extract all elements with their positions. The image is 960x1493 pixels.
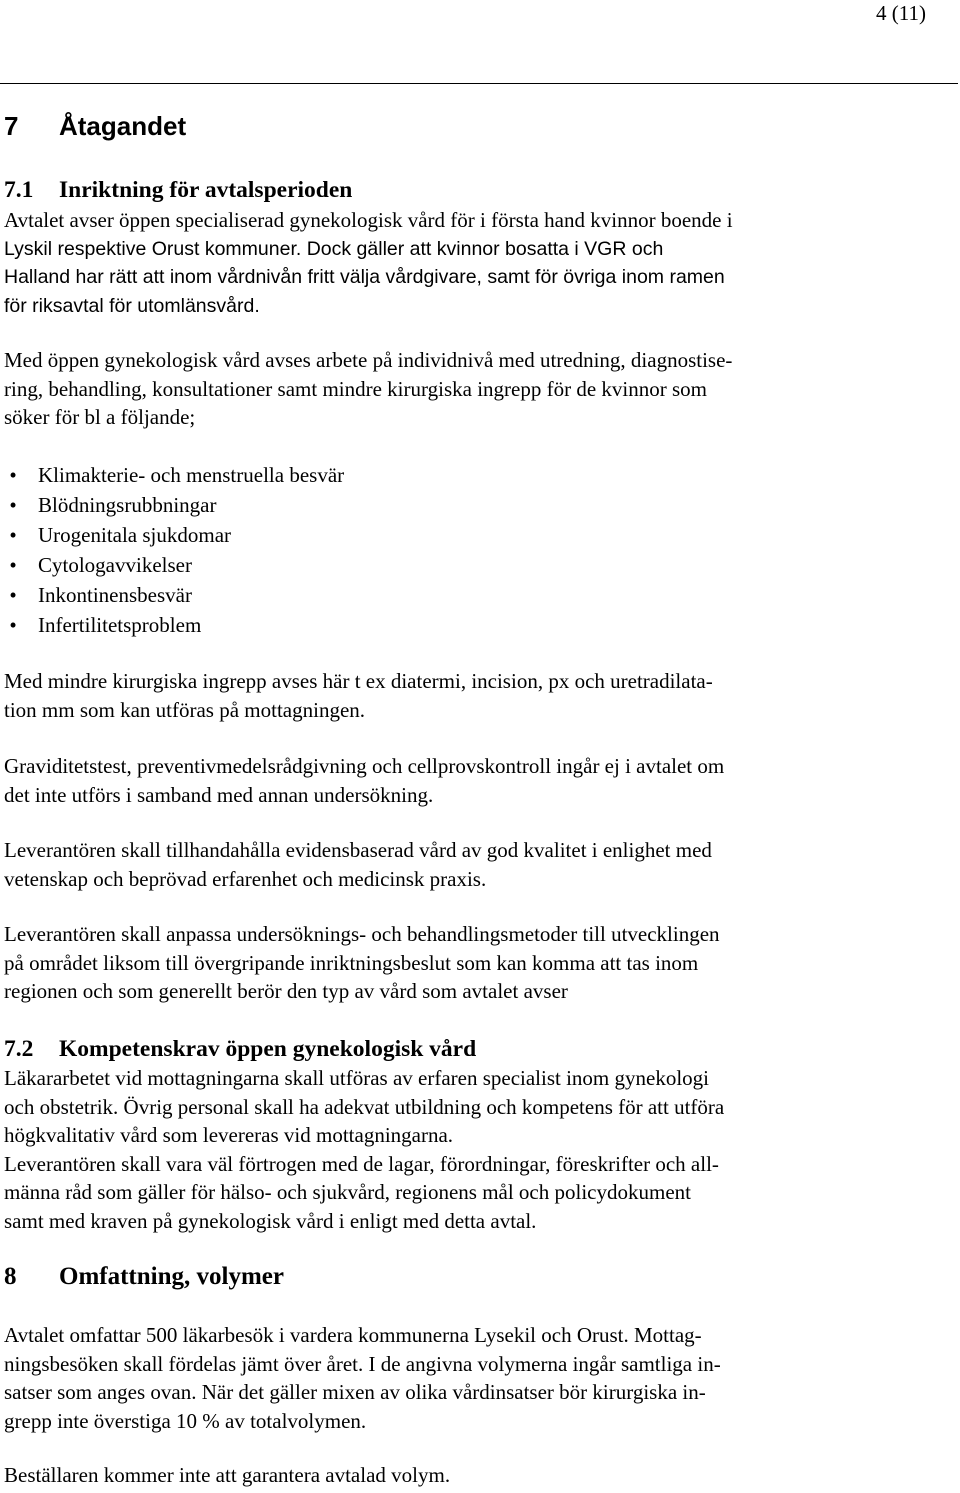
list-item: • Infertilitetsproblem (4, 610, 344, 640)
text-line: Leverantören skall vara väl förtrogen med de lagar, förordningar, föreskrifter och all- (4, 1151, 719, 1176)
paragraph-scope (4, 206, 904, 320)
text-line: Beställaren kommer inte att garantera avtalad volym. (4, 1463, 451, 1487)
section-number: 7.1 (4, 177, 34, 203)
paragraph-definition (4, 346, 904, 432)
bullet-icon: • (9, 493, 17, 517)
text-line: Avtalet omfattar 500 läkarbesök i vardera kommunerna Lysekil och Orust. Mottag- (4, 1323, 702, 1347)
text-line: på området liksom till övergripande inriktningsbeslut som kan komma att tas inom (4, 950, 699, 975)
section-title: Åtagandet (59, 111, 187, 141)
text-line: Läkararbetet vid mottagningarna skall utföras av erfaren specialist inom gynekologi (4, 1066, 710, 1090)
text-line: Leverantören skall anpassa undersöknings- och behandlingsmetoder till utvecklingen (4, 922, 720, 946)
list-item: • Blödningsrubbningar (4, 490, 344, 520)
text-line: vetenskap och beprövad erfarenhet och medicinsk praxis. (4, 866, 487, 891)
section-7-1-heading (4, 176, 352, 204)
text-line: Graviditetstest, preventivmedelsrådgivning och cellprovskontroll ingår ej i avtalet om (4, 754, 725, 778)
list-item: • Urogenitala sjukdomar (4, 520, 344, 550)
text-line: satser som anges ovan. När det gäller mixen av olika vårdinsatser bör kirurgiska in- (4, 1380, 706, 1404)
text-line: Med öppen gynekologisk vård avses arbete på individnivå med utredning, diagnostise- (4, 348, 733, 372)
text-line: Leverantören skall tillhandahålla evidensbaserad vård av god kvalitet i enlighet med (4, 838, 712, 862)
bullet-icon: • (9, 463, 17, 487)
paragraph-quality (4, 836, 904, 893)
paragraph-guarantee (4, 1461, 904, 1490)
header-divider (0, 83, 958, 84)
text-line: Med mindre kirurgiska ingrepp avses här t ex diatermi, incision, px och uretradilata- (4, 669, 713, 693)
list-item: • Klimakterie- och menstruella besvär (4, 460, 344, 490)
section-number: 7.2 (4, 1036, 34, 1062)
paragraph-exclusions (4, 752, 904, 809)
text-line: Lyskil respektive Orust kommuner. Dock gäller att kvinnor bosatta i VGR och (4, 237, 664, 260)
section-8-heading (4, 1262, 284, 1292)
text-line: söker för bl a följande; (4, 405, 196, 429)
text-line: tion mm som kan utföras på mottagningen. (4, 697, 366, 722)
section-number: 8 (4, 1263, 17, 1290)
section-number: 7 (4, 111, 19, 141)
text-line: ningsbesöken skall fördelas jämt över året. I de angivna volymerna ingår samtliga in- (4, 1351, 721, 1376)
section-title: Inriktning för avtalsperioden (59, 177, 353, 203)
text-line: samt med kraven på gynekologisk vård i enligt med detta avtal. (4, 1208, 537, 1233)
text-line: Avtalet avser öppen specialiserad gynekologisk vård för i första hand kvinnor boende i (4, 208, 733, 232)
text-line: grepp inte överstiga 10 % av totalvolymen. (4, 1408, 367, 1433)
text-line: och obstetrik. Övrig personal skall ha adekvat utbildning och kompetens för att utföra (4, 1094, 725, 1119)
text-line: ring, behandling, konsultationer samt mindre kirurgiska ingrepp för de kvinnor som (4, 376, 707, 401)
section-title: Kompetenskrav öppen gynekologisk vård (59, 1036, 477, 1062)
conditions-list (4, 460, 344, 640)
bullet-icon: • (9, 553, 17, 577)
paragraph-minor-surgery (4, 667, 904, 724)
text-line: det inte utförs i samband med annan undersökning. (4, 782, 434, 807)
paragraph-adaptation (4, 920, 904, 1006)
text-line: regionen och som generellt berör den typ av vård som avtalet avser (4, 979, 568, 1003)
bullet-icon: • (9, 613, 17, 637)
section-title: Omfattning, volymer (59, 1263, 284, 1290)
paragraph-competence (4, 1064, 904, 1235)
paragraph-volume (4, 1321, 904, 1435)
page-number: 4 (11) (876, 1, 926, 25)
section-7-heading (4, 111, 186, 141)
section-7-2-heading (4, 1035, 476, 1063)
list-item: • Inkontinensbesvär (4, 580, 344, 610)
text-line: männa råd som gäller för hälso- och sjukvård, regionens mål och policydokument (4, 1180, 691, 1204)
text-line: Halland har rätt att inom vårdnivån fritt välja vårdgivare, samt för övriga inom ramen (4, 266, 725, 288)
bullet-icon: • (9, 523, 17, 547)
text-line: högkvalitativ vård som levereras vid mottagningarna. (4, 1123, 454, 1147)
text-line: för riksavtal för utomlänsvård. (4, 294, 260, 317)
bullet-icon: • (9, 583, 17, 607)
list-item: • Cytologavvikelser (4, 550, 344, 580)
